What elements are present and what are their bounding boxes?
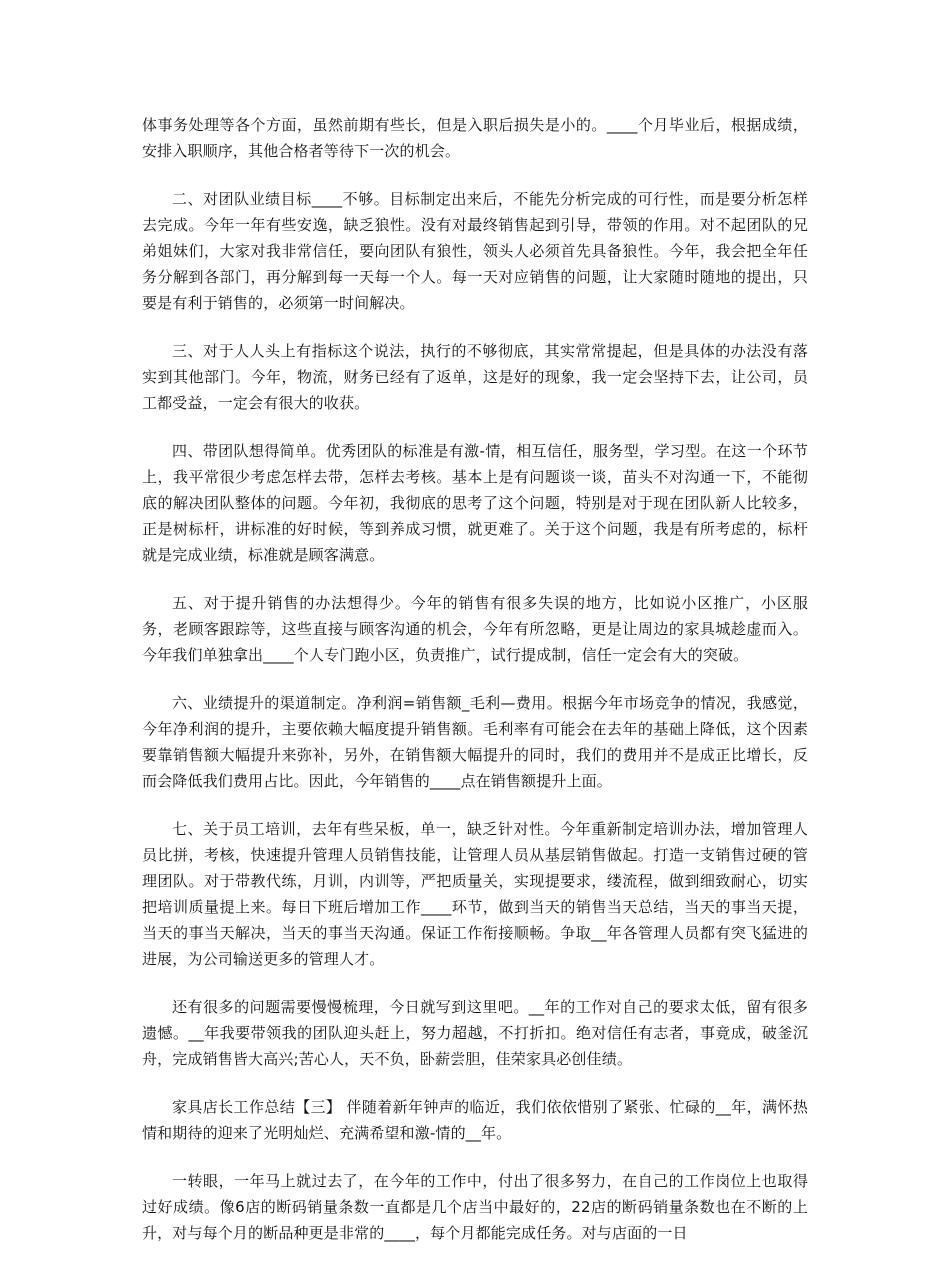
paragraph-item-five: 五、对于提升销售的办法想得少。今年的销售有很多失误的地方，比如说小区推广，小区服务，老顾客跟踪等，这些直接与顾客沟通的机会，今年有所忽略，更是让周边的家具城趁虚而入。今年我们单独拿出____个人专门跑小区，负责推广，试行提成制，信任一定会有大的突破。 [142,594,808,664]
paragraph-item-four: 四、带团队想得简单。优秀团队的标准是有激-情，相互信任，服务型，学习型。在这一个环节上，我平常很少考虑怎样去带，怎样去考核。基本上是有问题谈一谈，苗头不对沟通一下，不能彻底的解决团队整体的问题。今年初，我彻底的思考了这个问题，特别是对于现在团队新人比较多，正是树标杆，讲标准的好时候，等到养成习惯，就更难了。关于这个问题，我是有所考虑的，标杆就是完成业绩，标准就是顾客满意。 [142,442,808,564]
paragraph-item-seven: 七、关于员工培训，去年有些呆板，单一，缺乏针对性。今年重新制定培训办法，增加管理人员比拼，考核，快速提升管理人员销售技能，让管理人员从基层销售做起。打造一支销售过硬的管理团队。对于带教代练，月训，内训等，严把质量关，实现提要求，缕流程，做到细致耐心，切实把培训质量提上来。每日下班后增加工作____环节，做到当天的销售当天总结，当天的事当天提，当天的事当天解决，当天的事当天沟通。保证工作衔接顺畅。争取__年各管理人员都有突飞猛进的进展，为公司输送更多的管理人才。 [142,820,808,968]
paragraph-item-six: 六、业绩提升的渠道制定。净利润=销售额_毛利—费用。根据今年市场竞争的情况，我感觉，今年净利润的提升，主要依赖大幅度提升销售额。毛利率有可能会在去年的基础上降低，这个因素要靠销售额大幅提升来弥补，另外，在销售额大幅提升的同时，我们的费用并不是成正比增长，反而会降低我们费用占比。因此，今年销售的____点在销售额提升上面。 [142,694,808,790]
paragraph-section-three-intro: 家具店长工作总结【三】 伴随着新年钟声的临近，我们依依惜别了紧张、忙碌的__年，满怀热情和期待的迎来了光明灿烂、充满希望和激-情的__年。 [142,1098,808,1142]
paragraph-year-review: 一转眼，一年马上就过去了，在今年的工作中，付出了很多努力，在自己的工作岗位上也取得过好成绩。像6店的断码销量条数一直都是几个店当中最好的，22店的断码销量条数也在不断的上升，对与每个月的断品种更是非常的____，每个月都能完成任务。对与店面的一日 [142,1172,808,1242]
paragraph-closing: 还有很多的问题需要慢慢梳理，今日就写到这里吧。__年的工作对自己的要求太低，留有很多遗憾。__年我要带领我的团队迎头赶上，努力超越，不打折扣。绝对信任有志者，事竟成，破釜沉舟，完成销售皆大高兴;苦心人，天不负，卧薪尝胆，佳荣家具必创佳绩。 [142,998,808,1068]
paragraph-item-two: 二、对团队业绩目标____不够。目标制定出来后，不能先分析完成的可行性，而是要分析怎样去完成。今年一年有些安逸，缺乏狼性。没有对最终销售起到引导，带领的作用。对不起团队的兄弟姐妹们，大家对我非常信任，要向团队有狼性，领头人必须首先具备狼性。今年，我会把全年任务分解到各部门，再分解到每一天每一个人。每一天对应销售的问题，让大家随时随地的提出，只要是有利于销售的，必须第一时间解决。 [142,190,808,312]
document-page [142,112,808,1268]
paragraph-item-three: 三、对于人人头上有指标这个说法，执行的不够彻底，其实常常提起，但是具体的办法没有落实到其他部门。今年，物流，财务已经有了返单，这是好的现象，我一定会坚持下去，让公司，员工都受益，一定会有很大的收获。 [142,342,808,412]
paragraph-continuation: 体事务处理等各个方面，虽然前期有些长，但是入职后损失是小的。____个月毕业后，根据成绩，安排入职顺序，其他合格者等待下一次的机会。 [142,116,808,160]
